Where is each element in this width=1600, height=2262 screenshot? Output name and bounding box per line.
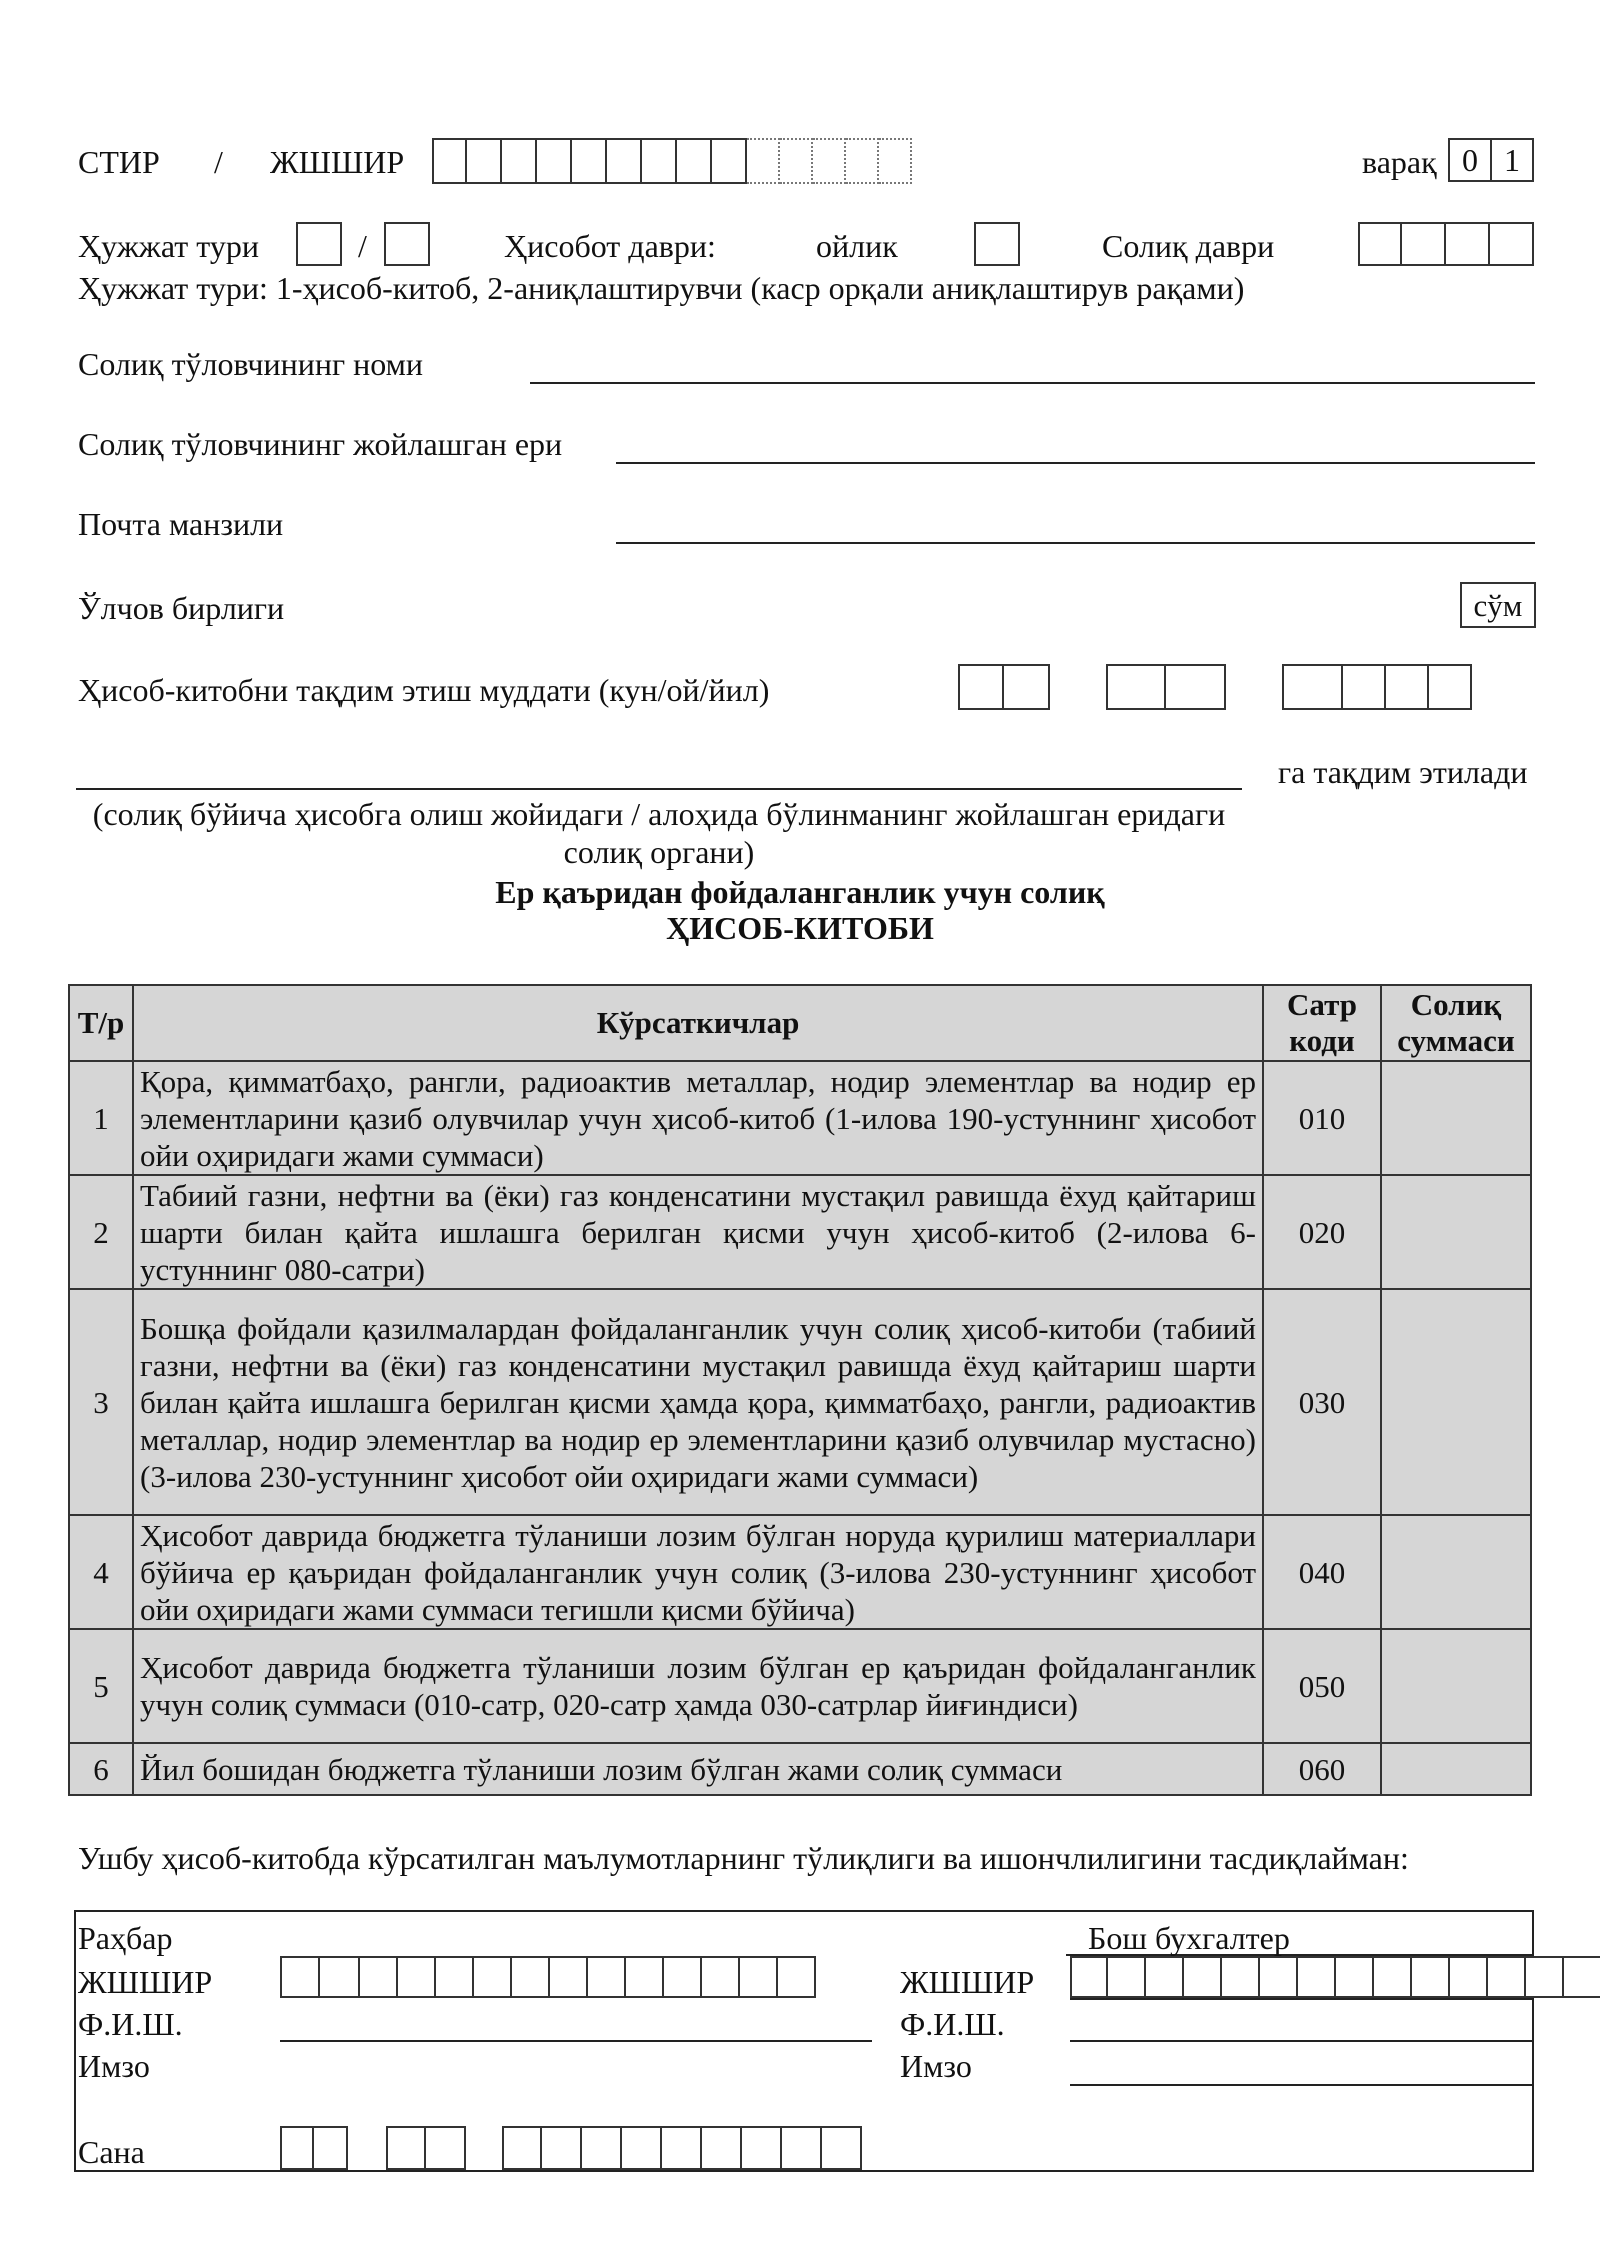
- monthly-label: ойлик: [816, 228, 898, 264]
- doc-type-box-2[interactable]: [384, 222, 430, 266]
- table-row: [69, 1289, 1531, 1515]
- row-code: 020: [1263, 1175, 1381, 1289]
- tax-authority-caption-2: солиқ органи): [563, 834, 755, 870]
- row-num: 2: [69, 1175, 133, 1289]
- head-fio-line[interactable]: [280, 2040, 872, 2042]
- payer-location-label: Солиқ тўловчининг жойлашган ери: [78, 426, 563, 462]
- table-row: [69, 1515, 1531, 1629]
- date-day-boxes[interactable]: [280, 2126, 348, 2170]
- monthly-checkbox[interactable]: [974, 222, 1020, 266]
- chief-accountant-label: Бош бухгалтер: [1088, 1920, 1290, 1956]
- deadline-month-boxes[interactable]: [1106, 664, 1226, 710]
- head-signature-label: Имзо: [78, 2048, 150, 2084]
- accountant-jshshir-label: ЖШШИР: [900, 1964, 1035, 2000]
- row-text: Йил бошидан бюджетга тўланиши лозим бўлган жами солиқ суммаси: [133, 1743, 1263, 1795]
- header-indicators: Кўрсаткичлар: [133, 985, 1263, 1061]
- table-row: [69, 1061, 1531, 1175]
- postal-address-label: Почта манзили: [78, 506, 284, 542]
- row-text: Табиий газни, нефтни ва (ёки) газ конденсатини мустақил равишда ёхуд қайтариш шарти билан қайта ишлашга берилган қисми учун ҳисоб-китоб (2-илова 6-устуннинг 080-сатри): [133, 1175, 1263, 1289]
- row-amount[interactable]: [1381, 1175, 1531, 1289]
- postal-address-line[interactable]: [616, 542, 1535, 544]
- row-text: Қора, қимматбаҳо, рангли, радиоактив металлар, нодир элементлар ва нодир ер элементларини қазиб олувчилар учун ҳисоб-китоб (1-илова 190-устуннинг ҳисобот ойи оҳиридаги жами суммаси): [133, 1061, 1263, 1175]
- doc-type-note: Ҳужжат тури: 1-ҳисоб-китоб, 2-аниқлаштирувчи (каср орқали аниқлаштирув рақами): [78, 270, 1245, 306]
- accountant-jshshir-underline: [1070, 1998, 1534, 2000]
- table-row: [69, 1743, 1531, 1795]
- row-amount[interactable]: [1381, 1629, 1531, 1743]
- row-text: Ҳисобот даврида бюджетга тўланиши лозим бўлган норуда қурилиш материаллари бўйича ер қаъридан фойдаланганлик учун солиқ (3-илова 230-устуннинг ҳисобот ойи оҳиридаги жами суммаси тегишли қисми бўйича): [133, 1515, 1263, 1629]
- row-num: 3: [69, 1289, 133, 1515]
- jshshir-label: ЖШШИР: [270, 144, 405, 180]
- deadline-day-boxes[interactable]: [958, 664, 1050, 710]
- row-amount[interactable]: [1381, 1743, 1531, 1795]
- tax-period-label: Солиқ даври: [1102, 228, 1275, 264]
- unit-label: Ўлчов бирлиги: [78, 590, 285, 626]
- deadline-label: Ҳисоб-китобни тақдим этиш муддати (кун/ой/йил): [78, 672, 770, 708]
- submitted-to-label: га тақдим этилади: [1278, 754, 1528, 790]
- header-code: Сатр коди: [1263, 985, 1381, 1061]
- table-row: [69, 1175, 1531, 1289]
- stir-jshshir-slash: /: [214, 144, 223, 180]
- stir-label: СТИР: [78, 144, 160, 180]
- payer-name-line[interactable]: [530, 382, 1535, 384]
- doc-type-slash: /: [358, 228, 367, 264]
- row-num: 5: [69, 1629, 133, 1743]
- date-year-boxes[interactable]: [502, 2126, 862, 2170]
- report-period-label: Ҳисобот даври:: [504, 228, 716, 264]
- accountant-signature-line[interactable]: [1070, 2084, 1534, 2086]
- varaq-label: варақ: [1362, 144, 1437, 180]
- date-month-boxes[interactable]: [386, 2126, 466, 2170]
- tax-period-boxes[interactable]: [1358, 222, 1534, 266]
- form-title: Ер қаъридан фойдаланганлик учун солиқ: [495, 874, 1105, 910]
- header-num: Т/р: [69, 985, 133, 1061]
- payer-name-label: Солиқ тўловчининг номи: [78, 346, 424, 382]
- payer-location-line[interactable]: [616, 462, 1535, 464]
- table-row: [69, 1629, 1531, 1743]
- stir-input-boxes[interactable]: [432, 138, 912, 184]
- header-amount: Солиқ суммаси: [1381, 985, 1531, 1061]
- head-label: Раҳбар: [78, 1920, 173, 1956]
- row-code: 050: [1263, 1629, 1381, 1743]
- doc-type-box-1[interactable]: [296, 222, 342, 266]
- row-amount[interactable]: [1381, 1061, 1531, 1175]
- tax-authority-line[interactable]: [76, 788, 1242, 790]
- row-text: Ҳисобот даврида бюджетга тўланиши лозим бўлган ер қаъридан фойдаланганлик учун солиқ суммаси (010-сатр, 020-сатр ҳамда 030-сатрлар йиғиндиси): [133, 1629, 1263, 1743]
- varaq-digit-2[interactable]: 1: [1490, 138, 1534, 182]
- row-num: 6: [69, 1743, 133, 1795]
- head-jshshir-label: ЖШШИР: [78, 1964, 213, 2000]
- row-amount[interactable]: [1381, 1289, 1531, 1515]
- indicators-table: [68, 984, 1532, 1796]
- unit-value: сўм: [1460, 582, 1536, 628]
- row-amount[interactable]: [1381, 1515, 1531, 1629]
- row-code: 030: [1263, 1289, 1381, 1515]
- head-jshshir-boxes[interactable]: [280, 1956, 816, 1998]
- head-fio-label: Ф.И.Ш.: [78, 2006, 183, 2042]
- row-text: Бошқа фойдали қазилмалардан фойдаланганлик учун солиқ ҳисоб-китоби (табиий газни, нефтни ва (ёки) газ конденсатини мустақил равишда ёхуд қайтариш шарти билан қайта ишлашга берилган қисми ҳамда қора, қимматбаҳо, рангли, радиоактив металлар, нодир элементлар ва нодир ер элементларини қазиб олувчилар мустасно) (3-илова 230-устуннинг ҳисобот ойи оҳиридаги жами суммаси): [133, 1289, 1263, 1515]
- deadline-year-boxes[interactable]: [1282, 664, 1472, 710]
- row-num: 1: [69, 1061, 133, 1175]
- date-label: Сана: [78, 2134, 145, 2170]
- doc-type-label: Ҳужжат тури: [78, 228, 259, 264]
- row-num: 4: [69, 1515, 133, 1629]
- row-code: 060: [1263, 1743, 1381, 1795]
- form-subtitle: ҲИСОБ-КИТОБИ: [666, 910, 934, 946]
- varaq-digit-1[interactable]: 0: [1448, 138, 1492, 182]
- accountant-fio-label: Ф.И.Ш.: [900, 2006, 1005, 2042]
- row-code: 010: [1263, 1061, 1381, 1175]
- confirmation-text: Ушбу ҳисоб-китобда кўрсатилган маълумотларнинг тўлиқлиги ва ишончлилигини тасдиқлайман:: [78, 1840, 1409, 1876]
- accountant-fio-line[interactable]: [1070, 2040, 1534, 2042]
- row-code: 040: [1263, 1515, 1381, 1629]
- tax-authority-caption-1: (солиқ бўйича ҳисобга олиш жойидаги / алоҳида бўлинманинг жойлашган еридаги: [92, 796, 1226, 832]
- accountant-jshshir-boxes[interactable]: [1070, 1956, 1600, 1998]
- accountant-signature-label: Имзо: [900, 2048, 972, 2084]
